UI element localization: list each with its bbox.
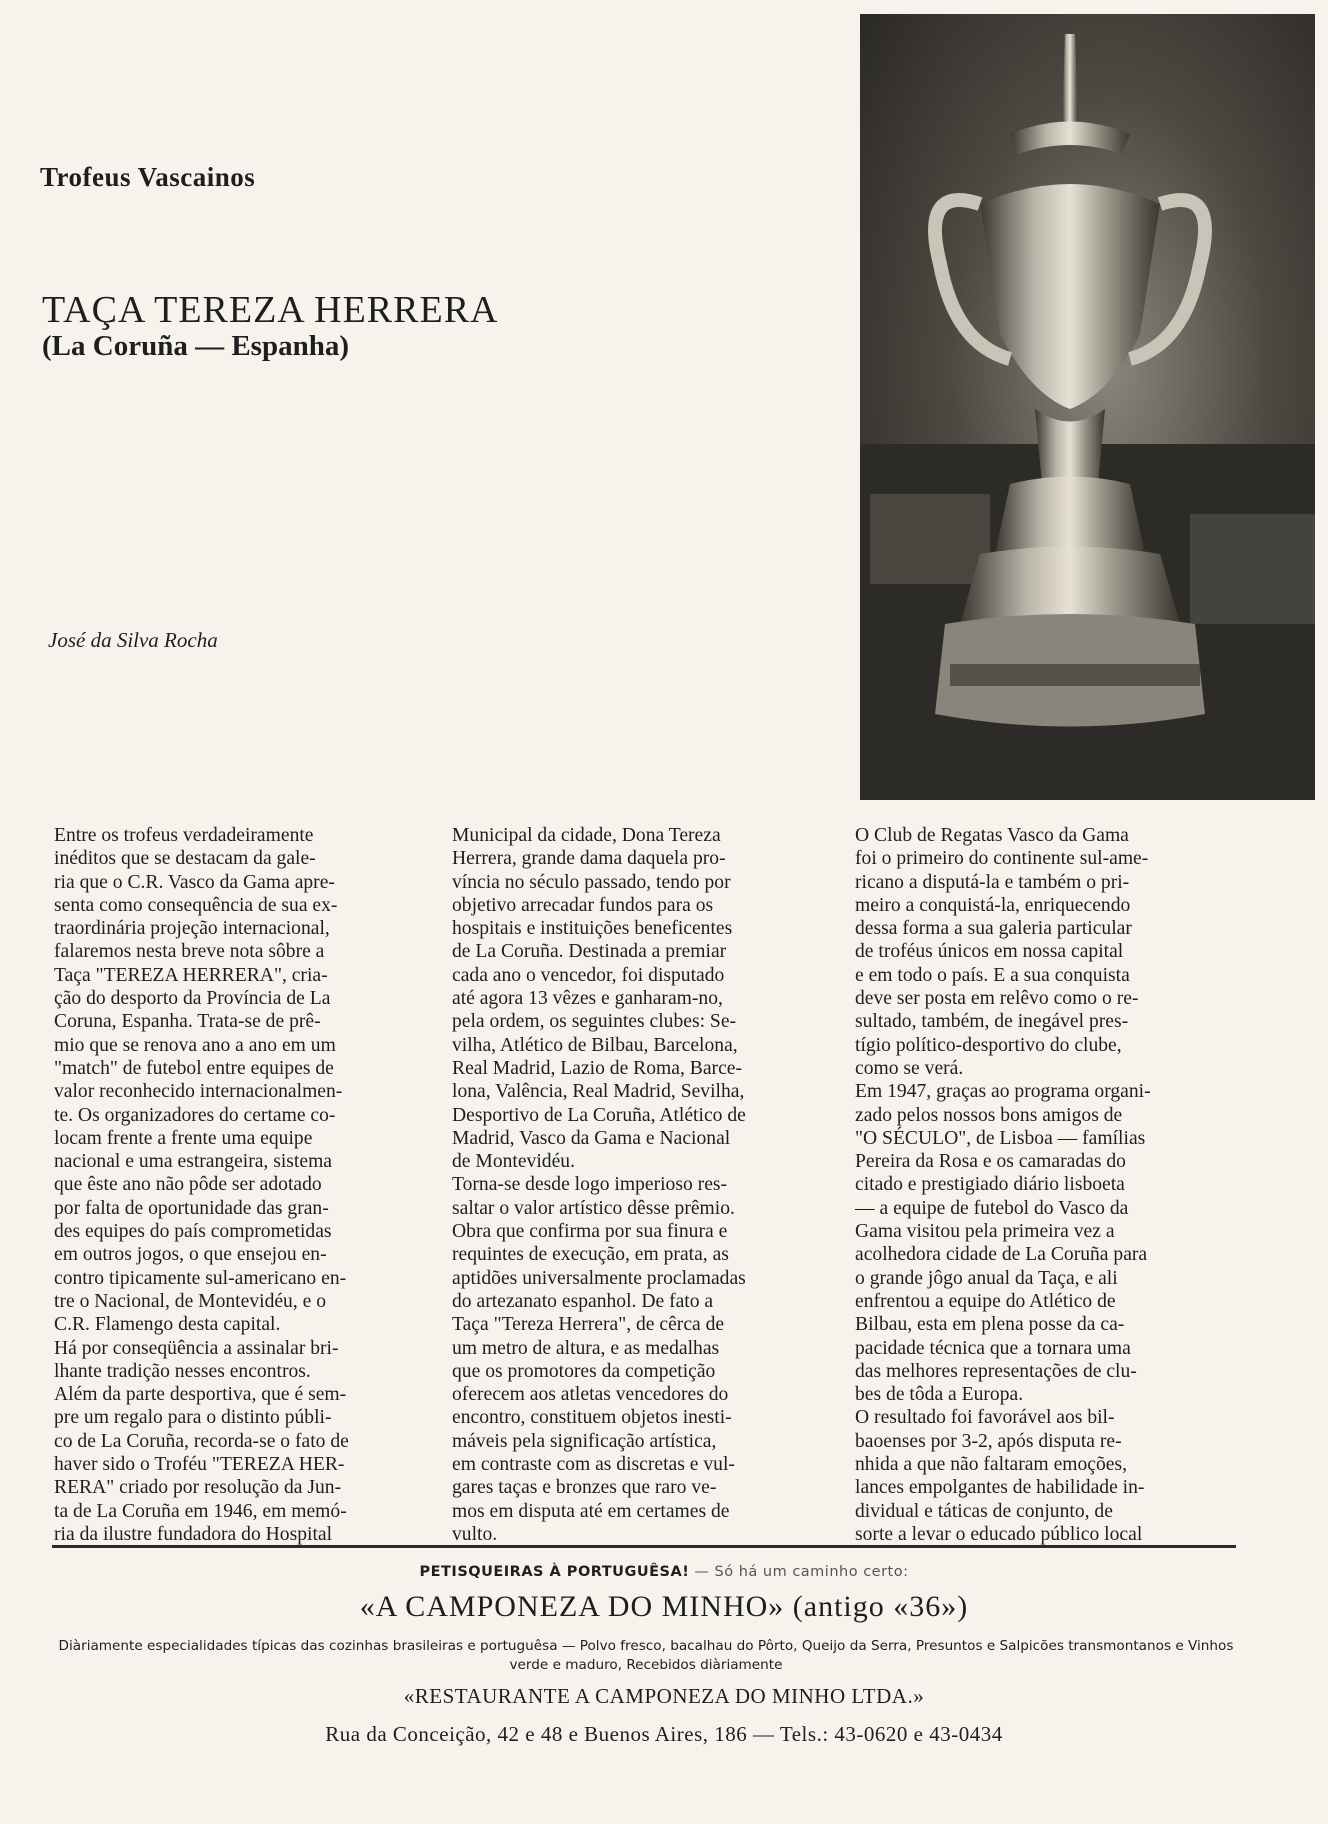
article-subtitle: (La Coruña — Espanha) [42, 330, 349, 362]
ad-description: Diàriamente especialidades típicas das cozinhas brasileiras e portuguêsa — Polvo fresco, bacalhau do Pôrto, Queijo da Serra, Presuntos e Salpicões transmontanos e Vinhos verde e maduro, Recebidos diàriamente [58, 1638, 1234, 1673]
divider-rule [52, 1545, 1236, 1548]
article-column-3: O Club de Regatas Vasco da Gama foi o primeiro do continente sul-ame- ricano a disputá-la e também o pri- meiro a conquistá-la, enriquecendo dessa forma a sua galeria particular de troféus únicos em nossa capital e em todo o país. E a sua conquista deve ser posta em relêvo como o re- sultado, também, de inegável pres- tígio político-desportivo do clube, como se verá. Em 1947, graças ao programa organi- zado pelos nossos bons amigos de "O SÉCULO", de Lisboa — famílias Pereira da Rosa e os camaradas do citado e prestigiado diário lisboeta — a equipe de futebol do Vasco da Gama visitou pela primeira vez a acolhedora cidade de La Coruña para o grande jôgo anual da Taça, e ali enfrentou a equipe do Atlético de Bilbau, esta em plena posse da ca- pacidade técnica que a tornara uma das melhores representações de clu- bes de tôda a Europa. O resultado foi favorável aos bil- baoenses por 3-2, após disputa re- nhida a que não faltaram emoções, lances empolgantes de habilidade in- dividual e táticas de conjunto, de sorte a levar o educado público local [855, 825, 1151, 1545]
article-author: José da Silva Rocha [48, 628, 218, 652]
ad-tagline [0, 1564, 1328, 1580]
ad-address: Rua da Conceição, 42 e 48 e Buenos Aires, 186 — Tels.: 43-0620 e 43-0434 [325, 1722, 1003, 1746]
article-column-1: Entre os trofeus verdadeiramente inéditos que se destacam da gale- ria que o C.R. Vasco da Gama apre- senta como consequência de sua ex- traordinária projeção internacional, falaremos nesta breve nota sôbre a Taça "TEREZA HERRERA", cria- ção do desporto da Província de La Coruna, Espanha. Trata-se de prê- mio que se renova ano a ano em um "match" de futebol entre equipes de valor reconhecido internacionalmen- te. Os organizadores do certame co- locam frente a frente uma equipe nacional e uma estrangeira, sistema que êste ano não pôde ser adotado por falta de oportunidade das gran- des equipes do país comprometidas em outros jogos, o que ensejou en- contro tipicamente sul-americano en- tre o Nacional, de Montevidéu, e o C.R. Flamengo desta capital. Há por conseqüência a assinalar bri- lhante tradição nesses encontros. Além da parte desportiva, que é sem- pre um regalo para o distinto públi- co de La Coruña, recorda-se o fato de haver sido o Troféu "TEREZA HER- RERA" criado por resolução da Jun- ta de La Coruña em 1946, em memó- ria da ilustre fundadora do Hospital [54, 825, 349, 1545]
trophy-photo [860, 14, 1315, 800]
ad-restaurant-name: «A CAMPONEZA DO MINHO» (antigo «36») [359, 1590, 969, 1623]
article-column-2: Municipal da cidade, Dona Tereza Herrera, grande dama daquela pro- víncia no século passado, tendo por objetivo arrecadar fundos para os hospitais e instituições beneficentes de La Coruña. Destinada a premiar cada ano o vencedor, foi disputado até agora 13 vêzes e ganharam-no, pela ordem, os seguintes clubes: Se- vilha, Atlético de Bilbau, Barcelona, Real Madrid, Lazio de Roma, Barce- lona, Valência, Real Madrid, Sevilha, Desportivo de La Coruña, Atlético de Madrid, Vasco da Gama e Nacional de Montevidéu. Torna-se desde logo imperioso res- saltar o valor artístico dêsse prêmio. Obra que confirma por sua finura e requintes de execução, em prata, as aptidões universalmente proclamadas do artezanato espanhol. De fato a Taça "Tereza Herrera", de cêrca de um metro de altura, e as medalhas que os promotores da competição oferecem aos atletas vencedores do encontro, constituem objetos inesti- máveis pela significação artística, em contraste com as discretas e vul- gares taças e bronzes que raro ve- mos em disputa até em certames de vulto. [452, 825, 746, 1545]
section-heading: Trofeus Vascainos [40, 162, 256, 192]
article-title: TAÇA TEREZA HERRERA [42, 289, 499, 331]
ad-company: «RESTAURANTE A CAMPONEZA DO MINHO LTDA.» [403, 1684, 925, 1708]
ad-tagline-bold: PETISQUEIRAS À PORTUGUÊSA! [419, 1564, 690, 1580]
ad-tagline-light: — Só há um caminho certo: [689, 1564, 909, 1580]
